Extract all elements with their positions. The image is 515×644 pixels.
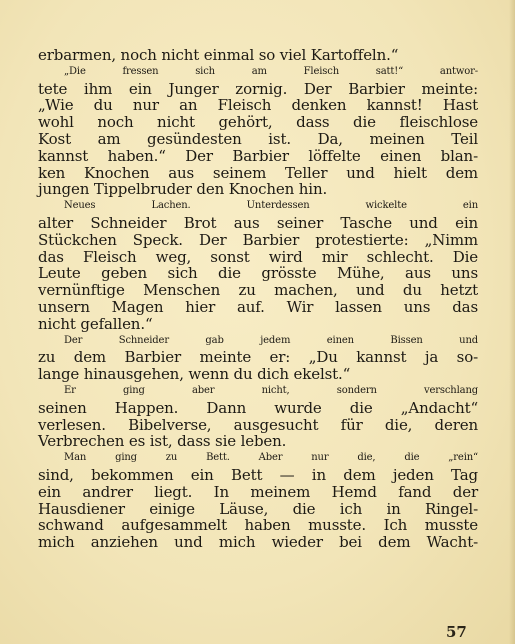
text-line: Kost am gesündesten ist. Da, meinen Teil xyxy=(38,129,478,148)
text-line: verlesen. Bibelverse, ausgesucht für die, deren xyxy=(38,415,478,434)
text-line: kannst haben.“ Der Barbier löffelte einen blan- xyxy=(38,146,478,165)
page-number: 57 xyxy=(446,623,467,641)
text-line: Neues Lachen. Unterdessen wickelte ein xyxy=(64,200,478,212)
page-edge-shadow xyxy=(509,0,515,644)
text-line: Man ging zu Bett. Aber nur die, die „rein“ xyxy=(64,452,478,464)
text-line: seinen Happen. Dann wurde die „Andacht“ xyxy=(38,398,478,417)
text-line: lange hinausgehen, wenn du dich ekelst.“ xyxy=(38,365,351,384)
text-line: jungen Tippelbruder den Knochen hin. xyxy=(38,180,328,199)
text-line: Der Schneider gab jedem einen Bissen und xyxy=(64,334,478,346)
text-line: Er ging aber nicht, sondern verschlang xyxy=(64,384,478,396)
text-line: mich anziehen und mich wieder bei dem Wacht- xyxy=(38,533,478,552)
body-text xyxy=(38,47,478,551)
text-line: zu dem Barbier meinte er: „Du kannst ja so- xyxy=(38,348,478,367)
text-line: schwand aufgesammelt haben musste. Ich musste xyxy=(38,516,478,535)
text-line: „Die fressen sich am Fleisch satt!“ antwor- xyxy=(64,65,478,77)
text-line: unsern Magen hier auf. Wir lassen uns das xyxy=(38,297,478,316)
text-line: Verbrechen es ist, dass sie leben. xyxy=(38,432,287,451)
text-line: vernünftige Menschen zu machen, und du hetzt xyxy=(38,281,478,300)
text-line: das Fleisch weg, sonst wird mir schlecht. Die xyxy=(38,247,478,266)
text-line: sind, bekommen ein Bett — in dem jeden Tag xyxy=(38,465,478,484)
text-line: ein andrer liegt. In meinem Hemd fand der xyxy=(38,482,478,501)
text-line: alter Schneider Brot aus seiner Tasche und ein xyxy=(38,213,478,232)
text-line: Hausdiener einige Läuse, die ich in Ringel- xyxy=(38,499,478,518)
text-line: „Wie du nur an Fleisch denken kannst! Hast xyxy=(38,96,478,115)
text-line: erbarmen, noch nicht einmal so viel Kartoffeln.“ xyxy=(38,46,399,64)
text-line: Leute geben sich die grösste Mühe, aus uns xyxy=(38,264,478,283)
text-line: wohl noch nicht gehört, dass die fleischlose xyxy=(38,113,478,132)
text-line: ken Knochen aus seinem Teller und hielt dem xyxy=(38,163,478,182)
text-line: nicht gefallen.“ xyxy=(38,314,153,333)
text-line: Stückchen Speck. Der Barbier protestierte: „Nimm xyxy=(38,230,478,249)
text-line: tete ihm ein Junger zornig. Der Barbier meinte: xyxy=(38,79,478,98)
